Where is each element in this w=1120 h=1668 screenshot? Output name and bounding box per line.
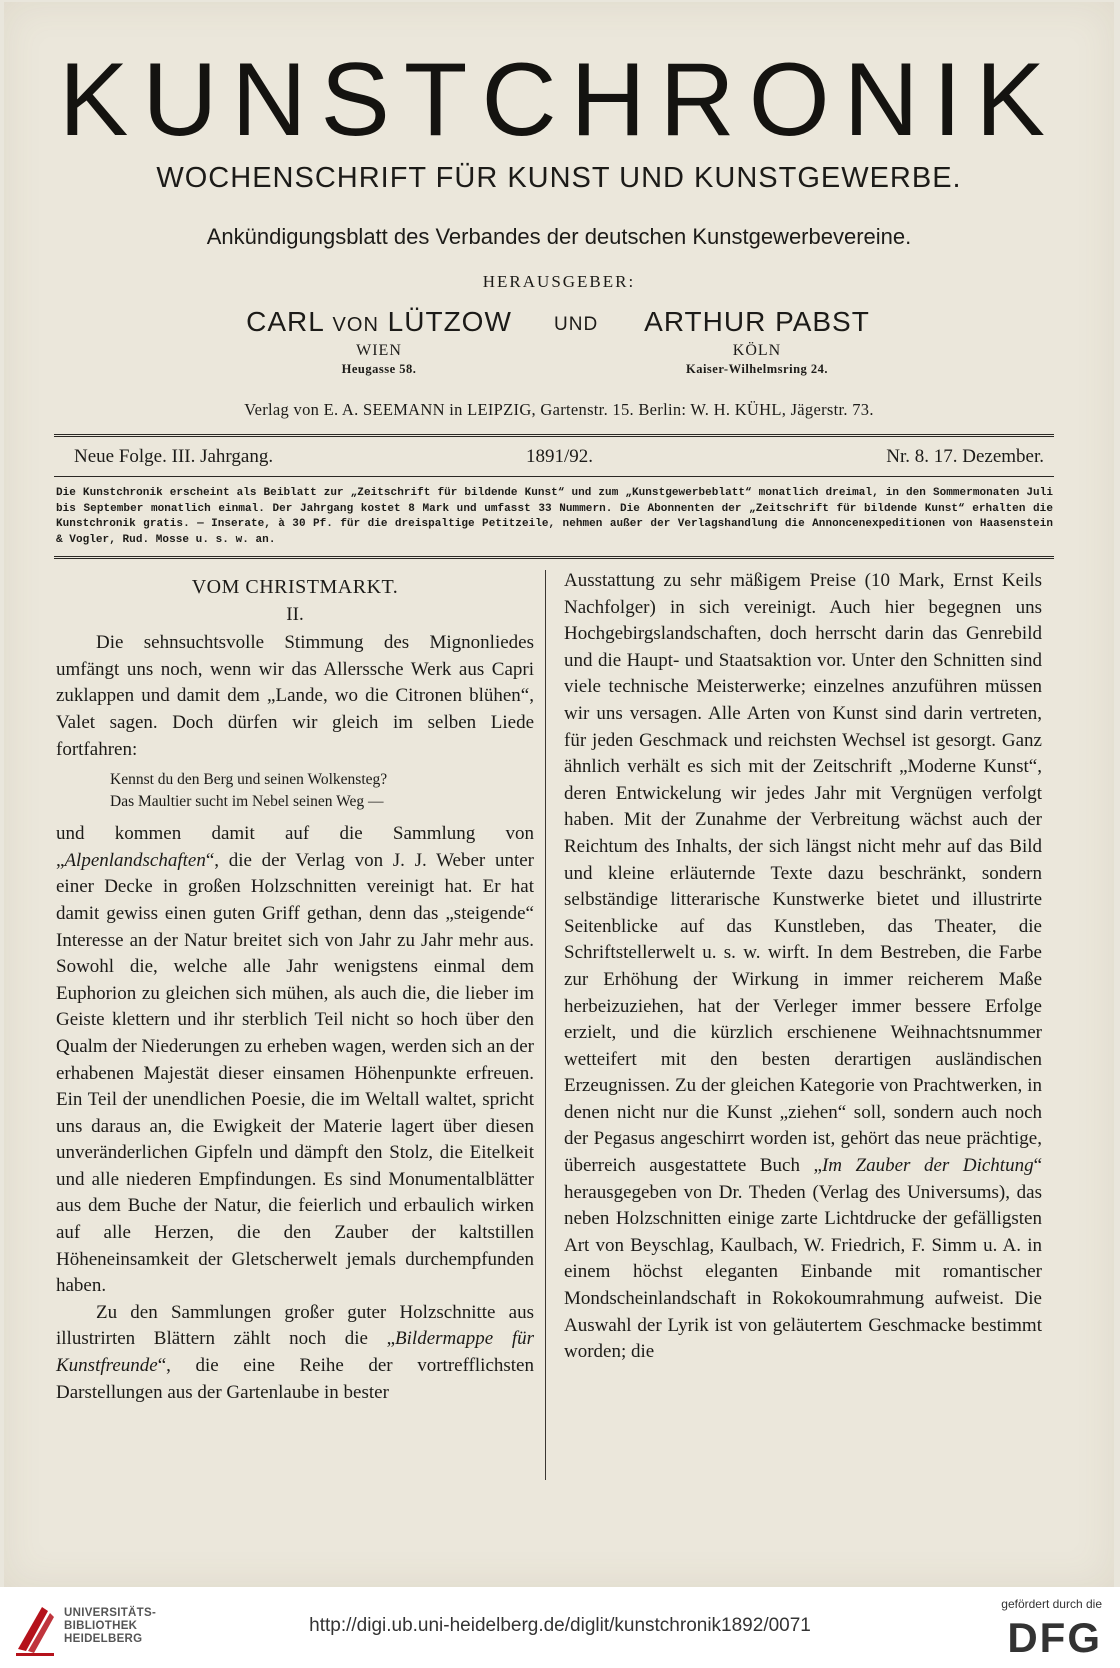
editor-pabst-name: ARTHUR PABST (644, 306, 870, 337)
column-divider (545, 570, 546, 1480)
paragraph-right (564, 568, 1042, 1366)
editor-lutzow-name (234, 308, 524, 336)
publisher-line: Verlag von E. A. SEEMANN in LEIPZIG, Gartenstr. 15. Berlin: W. H. KÜHL, Jägerstr. 73. (244, 400, 874, 419)
paragraph-2-rest: “, die der Verlag von J. J. Weber unter einer Decke in großen Holzschnitten vereinigt hat. Er hat damit gewiss einen guten Griff gethan, denn das „steigende“ Interesse an der Natur breitet sich von Jahr zu Jahr mehr aus. Sowohl die, welche alle Jahr wenigstens einmal dem Euphorion zu gleichen sich mühen, als auch die, die lieber im Geiste klettern und ihr sterblich Teil nicht so hoch über den Qualm der Niederungen zu erheben wagen, werden sich an der erhabenen Majestät dieser einsamen Höhenpunkte erfreuen. Ein Teil der unendlichen Poesie, die im Weltall waltet, spricht uns daraus an, die Ewigkeit der Materie lagert über diesen unveränderlichen Gipfeln und dämpft den Stolz, die Eitelkeit und alle niederen Empfindungen. Es sind Monumentalblätter aus dem Buche der Natur, die feierlich und erbaulich wirken auf alle Herzen, die den Zauber der kaltstillen Höheneinsamkeit der Gletscherwelt jemals durchempfunden haben. (56, 849, 534, 1297)
work-title-zauber-der-dichtung: Im Zauber der Dichtung (821, 1155, 1034, 1177)
article-title: VOM CHRISTMARKT. (191, 576, 399, 598)
funded-by-note: gefördert durch die (1001, 1597, 1102, 1611)
newspaper-page (4, 2, 1114, 1587)
masthead-subtitle: WOCHENSCHRIFT FÜR KUNST UND KUNSTGEWERBE. (156, 162, 962, 194)
paragraph-3-rest: “, die eine Reihe der vortrefflichsten Darstellungen aus der Gartenlaube in bester (56, 1355, 534, 1403)
masthead-title: KUNSTCHRONIK (58, 42, 1060, 158)
paragraph-right-rest: “ herausgegeben von Dr. Theden (Verlag des Universums), das neben Holzschnitten einige zarte Lichtdrucke der gefälligsten Art von Beyschlag, Kaulbach, W. Friedrich, F. Simm u. A. in einem höchst eleganten Einbande mit romantischer Mondscheinlandschaft in Rokokoumrahmung aufweist. Die Auswahl der Lyrik ist von geläutertem Geschmacke bestimmt worden; die (564, 1155, 1043, 1363)
editor-lutzow (234, 308, 524, 377)
editor-lutzow-last: LÜTZOW (387, 306, 512, 337)
issue-year: 1891/92. (526, 446, 594, 467)
subscription-notice: Die Kunstchronik erscheint als Beiblatt zur „Zeitschrift für bildende Kunst“ und zum „Kunstgewerbeblatt“ monatlich dreimal, in den Sommermonaten Juli bis September monatlich einmal. Der Jahrgang kostet 8 Mark und umfasst 33 Nummern. Die Abonnenten der „Zeitschrift für bildende Kunst“ erhalten die Kunstchronik gratis. — Inserate, à 30 Pf. für die dreispaltige Petitzeile, nehmen außer der Verlagshandlung die Annoncenexpeditionen von Haasenstein & Vogler, Rud. Mosse u. s. w. an. (56, 487, 1053, 546)
article-column-right (564, 568, 1042, 1366)
work-title-bildermappe: Bildermappe für Kunstfreunde (56, 1328, 535, 1377)
editor-lutzow-address: Heugasse 58. (341, 362, 417, 376)
verse-line-2: Das Maultier sucht im Nebel seinen Weg — (110, 793, 384, 811)
paragraph-3-start: Zu den Sammlungen großer guter Holzschnitte aus illustrirten Blättern zählt noch die „ (56, 1301, 534, 1350)
permalink-url[interactable]: http://digi.ub.uni-heidelberg.de/diglit/kunstchronik1892/0071 (309, 1615, 811, 1636)
editor-pabst-city: KÖLN (732, 342, 782, 359)
library-name-line-2: BIBLIOTHEK (64, 1620, 138, 1632)
paragraph-right-start: Ausstattung zu sehr mäßigem Preise (10 Mark, Ernst Keils Nachfolger) in sich vereinigt. Auch hier begegnen uns Hochgebirgslandschaften, doch herrscht darin das Genrebild und die Haupt- und Staatsaktion vor. Unter den Schnitten sind viele technische Meisterwerke; einzelnes anzuführen müssen wir uns versagen. Alle Arten von Kunst sind darin vertreten, für jeden Geschmack und reichsten Wechsel ist gesorgt. Ganz ähnlich verhält es sich mit der Zeitschrift „Moderne Kunst“, deren Entwickelung wir jedes Jahr mit Vergnügen verfolgt haben. Mit der Zunahme der Verbreitung wächst auch der Reichtum des Inhalts, der sich längst nicht mehr auf das Bild und kleine erläuternde Texte dazu beschränkt, sondern selbständige litterarische Kunstwerke bietet und illustrirte Seitenblicke auf das Kunstleben, das Theater, die Schriftstellerwelt u. s. w. wirft. In dem Bestreben, die Farbe zur Erhöhung der Wirkung in immer reicherem Maße herbeizuziehen, hat der Verleger immer bessere Erfolge erzielt, und die kürzlich erschienene Weihnachtsnummer wetteifert mit den besten derartigen ausländischen Erzeugnissen. Zu der gleichen Kategorie von Prachtwerken, in denen nicht nur die Kunst „ziehen“ soll, sondern auch noch der Pegasus angeschirrt worden ist, gehört das neue prächtige, überreich ausgestattete Buch „ (564, 570, 1042, 1177)
issue-number: Nr. 8. 17. Dezember. (886, 446, 1044, 467)
library-name-line-3: HEIDELBERG (64, 1633, 143, 1645)
editor-lutzow-city: WIEN (356, 342, 402, 359)
editors-conjunction: UND (554, 314, 599, 335)
issue-series: Neue Folge. III. Jahrgang. (74, 446, 274, 467)
article-column-left (56, 568, 534, 1406)
editors-label: HERAUSGEBER: (482, 272, 636, 291)
rule-above-issue-bar (54, 434, 1054, 437)
paragraph-1: Die sehnsuchtsvolle Stimmung des Mignonliedes umfängt uns noch, wenn wir das Allerssche Werk aus Capri zuklappen und damit dem „Lande, wo die Citronen blühen“, Valet sagen. Doch dürfen wir gleich im selben Liede fortfahren: (56, 632, 534, 760)
rule-below-issue-bar (54, 476, 1054, 477)
editor-pabst (632, 308, 882, 377)
verse-quote (110, 769, 534, 813)
verse-line-1: Kennst du den Berg und seinen Wolkensteg? (110, 771, 388, 789)
digitization-footer (0, 1587, 1120, 1668)
library-name-line-1: UNIVERSITÄTS- (64, 1607, 157, 1619)
editor-lutzow-particle: VON (332, 314, 379, 336)
editor-pabst-address: Kaiser-Wilhelmsring 24. (685, 362, 829, 376)
rule-above-article (54, 556, 1054, 559)
editor-lutzow-first: CARL (246, 306, 324, 337)
masthead-announcement: Ankündigungsblatt des Verbandes der deutschen Kunstgewerbevereine. (206, 224, 912, 249)
paragraph-3 (56, 1300, 534, 1406)
work-title-alpenlandschaften: Alpenlandschaften (64, 849, 206, 871)
issue-bar (74, 446, 1044, 470)
article-part-number: II. (286, 603, 304, 625)
paragraph-2 (56, 821, 534, 1300)
dfg-logo: DFG (1007, 1614, 1102, 1661)
paragraph-2-start: und kommen damit auf die Sammlung von „ (56, 823, 534, 871)
